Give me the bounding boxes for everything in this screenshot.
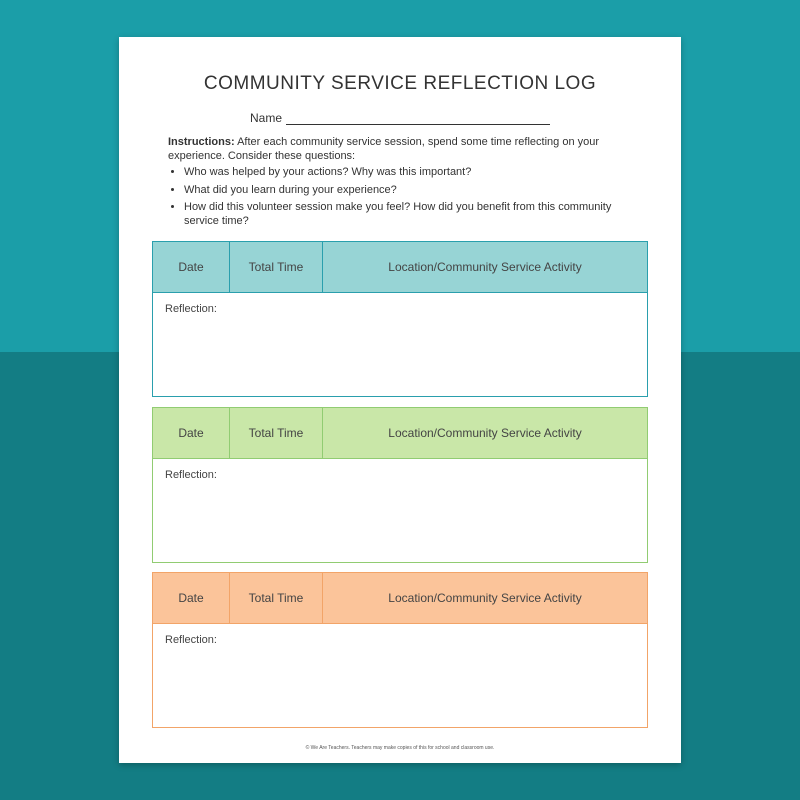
date-header: Date (153, 408, 230, 458)
reflection-label: Reflection: (165, 634, 217, 646)
instructions-text: After each community service session, spend some time reflecting on your experience. Consider these questions: (168, 136, 600, 162)
log-header (153, 408, 647, 459)
question-item: • Who was helped by your actions? Why was this important? (184, 166, 638, 180)
question-list (168, 166, 638, 228)
location-header: Location/Community Service Activity (388, 591, 582, 605)
instructions (168, 136, 638, 232)
question-item: • How did this volunteer session make you feel? How did you benefit from this community service time? (184, 201, 638, 228)
log-header (153, 573, 647, 624)
reflection-label: Reflection: (165, 303, 217, 315)
total-time-header: Total Time (230, 408, 323, 458)
log-entry-1 (152, 241, 648, 397)
copyright-footer: © We Are Teachers. Teachers may make copies of this for school and classroom use. (305, 745, 495, 751)
worksheet-page (119, 37, 681, 763)
instructions-label: Instructions: (168, 136, 235, 148)
date-header: Date (153, 573, 230, 623)
date-header: Date (153, 242, 230, 292)
location-header: Location/Community Service Activity (388, 426, 582, 440)
total-time-header: Total Time (230, 242, 323, 292)
question-item: • What did you learn during your experience? (184, 184, 638, 198)
reflection-label: Reflection: (165, 469, 217, 481)
log-header (153, 242, 647, 293)
name-label: Name (250, 111, 283, 125)
log-entry-2 (152, 407, 648, 563)
name-field (250, 111, 550, 125)
location-header: Location/Community Service Activity (388, 260, 582, 274)
page-title: COMMUNITY SERVICE REFLECTION LOG (203, 73, 597, 94)
log-entry-3 (152, 572, 648, 728)
name-line (286, 112, 550, 125)
total-time-header: Total Time (230, 573, 323, 623)
